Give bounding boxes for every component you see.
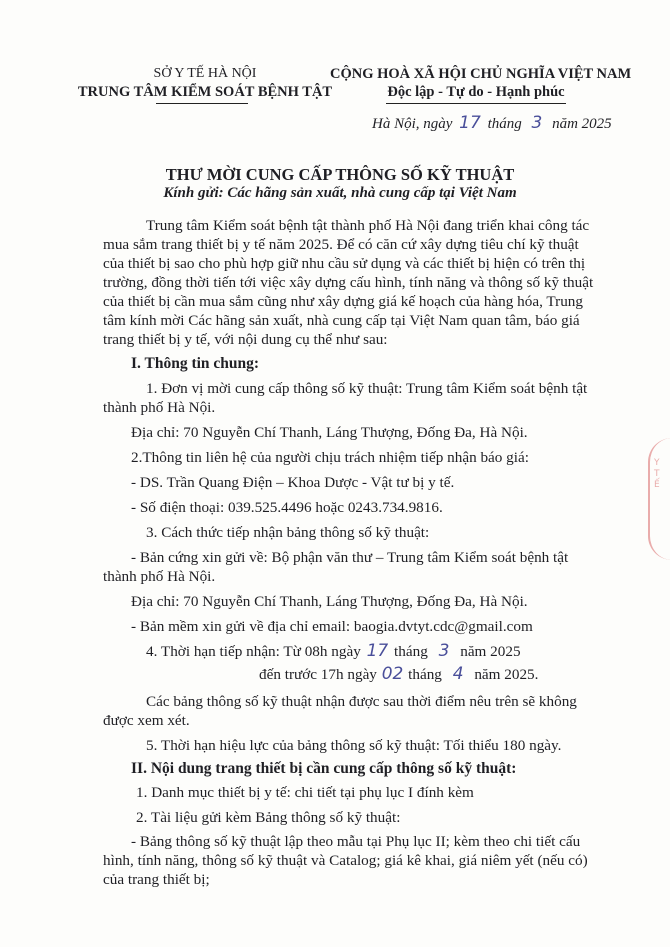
s1-item4-month-to: 4 (452, 664, 464, 684)
s1-address-1: Địa chỉ: 70 Nguyễn Chí Thanh, Láng Thượng, Đống Đa, Hà Nội. (131, 424, 528, 441)
country-name: CỘNG HOÀ XÃ HỘI CHỦ NGHĨA VIỆT NAM (330, 66, 632, 82)
s1-item4-day-from: 17 (366, 641, 389, 661)
s1-hard-copy-line2: thành phố Hà Nội. (103, 568, 216, 585)
s1-item4-line1 (146, 642, 521, 661)
s1-item5: 5. Thời hạn hiệu lực của bảng thông số kỹ thuật: Tối thiểu 180 ngày. (146, 737, 562, 754)
official-stamp-fragment (648, 438, 670, 560)
s1-item4-month-label: tháng (394, 643, 428, 660)
s1-item1-line2: thành phố Hà Nội. (103, 399, 216, 416)
s1-soft-copy: - Bản mềm xin gửi về địa chỉ email: baogia.dvtyt.cdc@gmail.com (131, 618, 533, 635)
section-1-heading: I. Thông tin chung: (131, 355, 260, 372)
s1-item1-line1: 1. Đơn vị mời cung cấp thông số kỹ thuật: Trung tâm Kiểm soát bệnh tật (146, 380, 588, 397)
s2-item2: 2. Tài liệu gửi kèm Bảng thông số kỹ thuật: (136, 809, 401, 826)
intro-line-2: mua sắm trang thiết bị y tế năm 2025. Để có căn cứ xây dựng tiêu chí kỹ thuật (103, 236, 579, 253)
s1-item4-year-to: năm 2025. (474, 666, 539, 683)
org-name: TRUNG TÂM KIỂM SOÁT BỆNH TẬT (77, 84, 333, 100)
s1-contact-name: - DS. Trần Quang Điện – Khoa Dược - Vật tư bị y tế. (131, 474, 455, 491)
intro-line-7: trang thiết bị y tế, với nội dung cụ thể như sau: (103, 331, 388, 348)
intro-line-4: trường, đồng thời tiến tới việc xây dựng cấu hình, tính năng và thông số kỹ thuật (103, 274, 594, 291)
s1-item4-prefix: 4. Thời hạn tiếp nhận: Từ 08h ngày (146, 643, 361, 660)
s2-docs-line1: - Bảng thông số kỹ thuật lập theo mẫu tại Phụ lục II; kèm theo chi tiết cấu (131, 833, 581, 850)
s1-item4-month-label-2: tháng (408, 666, 442, 683)
s2-docs-line3: của trang thiết bị; (103, 871, 210, 888)
date-month-label: tháng (487, 116, 522, 132)
s1-contact-phone: - Số điện thoại: 039.525.4496 hoặc 0243.734.9816. (131, 499, 443, 516)
s1-item4-day-to: 02 (381, 664, 404, 684)
stamp-text: Y TẾ (654, 458, 660, 490)
date-line (372, 113, 612, 133)
s1-address-2: Địa chỉ: 70 Nguyễn Chí Thanh, Láng Thượng, Đống Đa, Hà Nội. (131, 593, 528, 610)
s1-item4-to-prefix: đến trước 17h ngày (259, 666, 377, 683)
date-prefix: Hà Nội, ngày (372, 116, 453, 132)
motto: Độc lập - Tự do - Hạnh phúc (387, 84, 565, 100)
org-parent: SỞ Y TẾ HÀ NỘI (153, 66, 257, 81)
date-month: 3 (531, 113, 543, 133)
section-2-heading: II. Nội dung trang thiết bị cần cung cấp thông số kỹ thuật: (131, 760, 517, 777)
intro-line-3: của thiết bị sao cho phù hợp giữ nhu cầu sử dụng và các thiết bị hiện có trên thị (103, 255, 586, 272)
date-year: năm 2025 (552, 116, 612, 132)
s1-note-line1: Các bảng thông số kỹ thuật nhận được sau thời điểm nêu trên sẽ không (146, 693, 577, 710)
intro-line-5: của thiết bị cần mua sắm cũng như xây dựng giá kế hoạch của hàng hóa, Trung (103, 293, 583, 310)
s1-hard-copy-line1: - Bản cứng xin gửi về: Bộ phận văn thư – Trung tâm Kiểm soát bệnh tật (131, 549, 569, 566)
s2-docs-line2: hình, tính năng, thông số kỹ thuật và Catalog; giá kê khai, giá niêm yết (nếu có) (103, 852, 588, 869)
motto-underline (386, 103, 566, 104)
s1-item4-year-from: năm 2025 (460, 643, 521, 660)
intro-line-6: tâm kính mời Các hãng sản xuất, nhà cung cấp tại Việt Nam quan tâm, báo giá (103, 312, 580, 329)
s1-item2: 2.Thông tin liên hệ của người chịu trách nhiệm tiếp nhận báo giá: (131, 449, 529, 466)
date-day: 17 (459, 113, 481, 133)
org-underline (156, 103, 248, 104)
s2-item1: 1. Danh mục thiết bị y tế: chi tiết tại phụ lục I đính kèm (136, 784, 474, 801)
s1-item4-line2 (259, 665, 538, 684)
intro-line-1: Trung tâm Kiểm soát bệnh tật thành phố Hà Nội đang triển khai công tác (146, 217, 590, 234)
s1-note-line2: được xem xét. (103, 712, 190, 729)
document-title: THƯ MỜI CUNG CẤP THÔNG SỐ KỸ THUẬT (165, 165, 515, 184)
recipient: Kính gửi: Các hãng sản xuất, nhà cung cấp tại Việt Nam (163, 185, 517, 201)
s1-item3: 3. Cách thức tiếp nhận bảng thông số kỹ thuật: (146, 524, 430, 541)
s1-item4-month-from: 3 (438, 641, 450, 661)
